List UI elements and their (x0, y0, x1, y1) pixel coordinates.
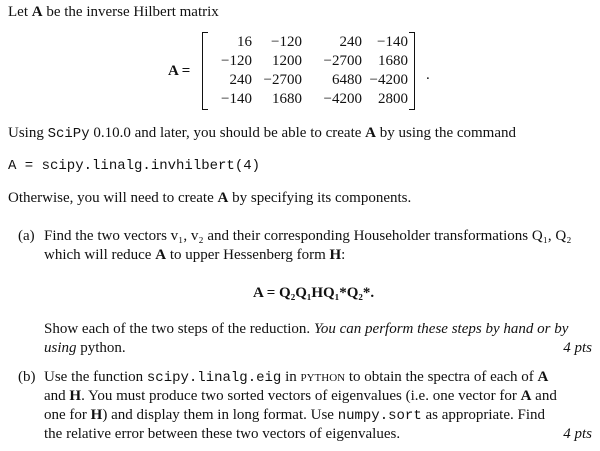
part-b-line-4: the relative error between these two vectors of eigenvalues. (44, 426, 401, 442)
matrix-row: −140 1680 −4200 2800 (221, 91, 408, 107)
matrix-row: 240 −2700 6480 −4200 (229, 72, 408, 88)
matrix-period: . (426, 67, 430, 83)
part-a-line-4: using python. (44, 340, 126, 356)
hessenberg-equation: A = Q₂Q₁HQ₁*Q₂*. (253, 285, 375, 301)
part-b-marker: (b) (18, 369, 36, 385)
otherwise-line: Otherwise, you will need to create A by specifying its components. (8, 190, 412, 206)
command-code: A = scipy.linalg.invhilbert(4) (8, 158, 261, 174)
matrix-row: −120 1200 −2700 1680 (221, 53, 408, 69)
part-b-line-3: one for H) and display them in long format. Use numpy.sort as appropriate. Find (44, 407, 546, 424)
part-a-points: 4 pts (563, 340, 592, 356)
part-a-line-2: which will reduce A to upper Hessenberg form H: (44, 247, 346, 263)
part-b-line-1: Use the function scipy.linalg.eig in python to obtain the spectra of each of A (44, 369, 549, 386)
part-a-line-1: Find the two vectors v₁, v₂ and their corresponding Householder transformations Q₁, Q₂ (44, 228, 572, 244)
matrix-row: 16 −120 240 −140 (237, 34, 408, 50)
part-b-line-2: and H. You must produce two sorted vectors of eigenvalues (i.e. one vector for A and (44, 388, 557, 404)
part-b-points: 4 pts (563, 426, 592, 442)
matrix-equation (168, 30, 438, 112)
matrix-label: A = (168, 63, 191, 79)
part-a-marker: (a) (18, 228, 35, 244)
intro-line: Let A be the inverse Hilbert matrix (8, 4, 219, 20)
right-bracket (409, 32, 415, 110)
part-a-line-3: Show each of the two steps of the reduction. You can perform these steps by hand or by (44, 321, 569, 337)
using-scipy-line: Using SciPy 0.10.0 and later, you should be able to create A by using the command (8, 125, 516, 142)
